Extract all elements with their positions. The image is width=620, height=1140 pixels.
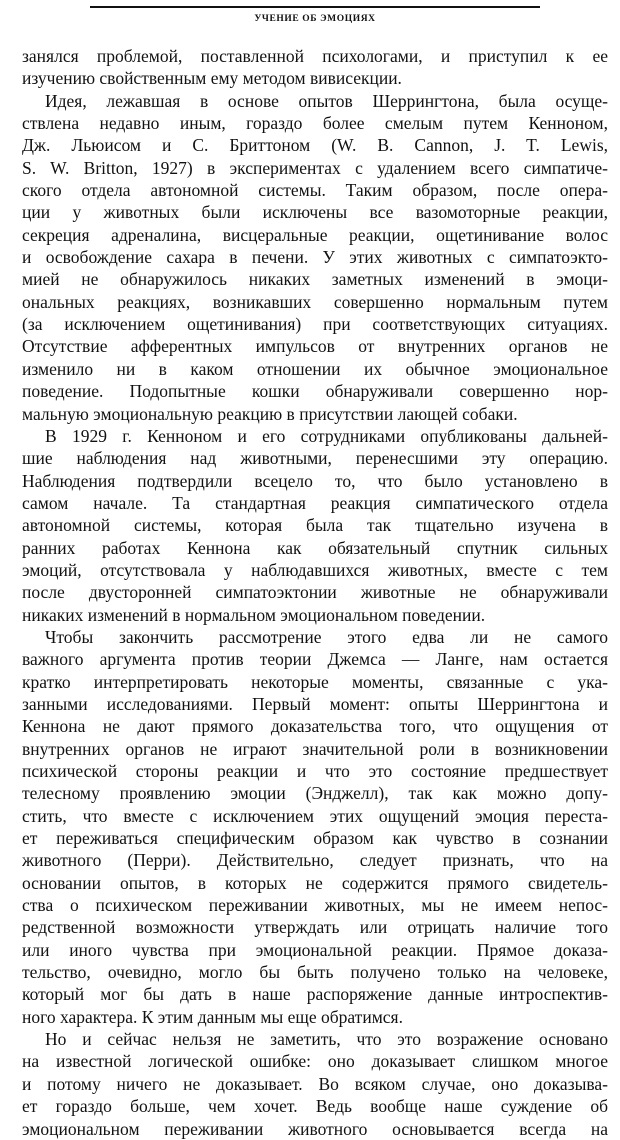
text-line: и освобождение сахара в печени. У этих животных с симпатоэкто- <box>22 247 608 268</box>
text-line: Наблюдения подтвердили всецело то, что было установлено в <box>22 470 608 491</box>
text-line: ональных реакциях, возникавших совершенно нормальным путем <box>22 291 608 312</box>
text-line: ранних работах Кеннона как обязательный спутник сильных <box>22 537 608 558</box>
text-line: на известной логической ошибке: оно доказывает слишком многое <box>22 1051 608 1072</box>
text-line: ции у животных были исключены все вазомоторные реакции, <box>22 202 608 223</box>
text-line: секреция адреналина, висцеральные реакции, ощетинивание волос <box>22 224 608 245</box>
text-line: занялся проблемой, поставленной психологами, и приступил к ее <box>22 46 608 66</box>
text-line: изменило ни в каком отношении их обычное эмоциональное <box>22 358 608 379</box>
header-rule <box>90 6 540 8</box>
text-line: Кеннона не дают прямого доказательства того, что ощущения от <box>22 716 608 737</box>
text-line: после двусторонней симпатоэктонии животные не обнаруживали <box>22 582 608 603</box>
text-line: ского отдела автономной системы. Таким образом, после опера- <box>22 180 608 201</box>
book-page <box>22 0 608 1139</box>
text-line: животного (Перри). Действительно, следует признать, что на <box>22 850 608 871</box>
text-line: стить, что вместе с исключением этих ощущений эмоция переста- <box>22 805 608 826</box>
text-line: эмоций, отсутствовала у наблюдавшихся животных, вместе с тем <box>22 559 608 580</box>
text-line: Идея, лежавшая в основе опытов Шеррингтона, была осуще- <box>45 90 608 111</box>
text-line: ства о психическом переживании животных, мы не имеем непос- <box>22 895 608 916</box>
text-line: Чтобы закончить рассмотрение этого едва ли не самого <box>45 626 608 647</box>
text-line: Но и сейчас нельзя не заметить, что это возражение основано <box>45 1029 608 1050</box>
text-line: основании опытов, в которых не содержится прямого свидетель- <box>22 872 608 893</box>
text-line: никаких изменений в нормальном эмоциональном поведении. <box>22 604 486 625</box>
text-line: ного характера. К этим данным мы еще обратимся. <box>22 1006 403 1027</box>
text-line: важного аргумента против теории Джемса — Ланге, нам остается <box>22 649 608 670</box>
text-line: кратко интерпретировать некоторые моменты, связанные с ука- <box>22 671 608 692</box>
text-line: который мог бы дать в наше распоряжение данные интроспектив- <box>22 984 608 1005</box>
text-line: внутренних органов не играют значительной роли в возникновении <box>22 738 608 759</box>
text-line: телесному проявлению эмоции (Энджелл), так как можно допу- <box>22 783 608 804</box>
text-line: самом начале. Та стандартная реакция симпатического отдела <box>22 492 608 513</box>
text-line: Отсутствие афферентных импульсов от внутренних органов не <box>22 336 608 357</box>
text-line: тельство, очевидно, могло бы быть получено только на человеке, <box>22 962 608 983</box>
running-head: УЧЕНИЕ ОБ ЭМОЦИЯХ <box>254 14 376 24</box>
text-line: эмоциональном переживании животного основывается всегда на <box>22 1118 608 1139</box>
text-line: поведение. Подопытные кошки обнаруживали совершенно нор- <box>22 381 608 402</box>
text-line: изучению свойственным ему методом вивисекции. <box>22 68 402 89</box>
text-line: Дж. Льюисом и С. Бриттоном (W. B. Cannon, J. T. Lewis, <box>22 135 608 156</box>
text-line: ствлена недавно иным, гораздо более смелым путем Кенноном, <box>22 113 608 134</box>
text-line: занными исследованиями. Первый момент: опыты Шеррингтона и <box>22 693 608 714</box>
text-line: ет переживаться специфическим образом как чувство в сознании <box>22 828 608 849</box>
text-line: (за исключением ощетинивания) при соответствующих ситуациях. <box>22 314 608 335</box>
text-line: В 1929 г. Кенноном и его сотрудниками опубликованы дальней- <box>45 425 608 446</box>
text-line: редственной возможности утверждать или отрицать наличие того <box>22 917 608 938</box>
text-line: ет гораздо больше, чем хочет. Ведь вообще наше суждение об <box>22 1096 608 1117</box>
text-line: или иного чувства при эмоциональной реакции. Прямое доказа- <box>22 939 608 960</box>
text-line: шие наблюдения над животными, перенесшими эту операцию. <box>22 448 608 469</box>
text-line: психической стороны реакции и что это состояние предшествует <box>22 761 608 781</box>
text-line: мальную эмоциональную реакцию в присутствии лающей собаки. <box>22 403 518 424</box>
text-line: автономной системы, которая была так тщательно изучена в <box>22 515 608 536</box>
text-line: и потому ничего не доказывает. Во всяком случае, оно доказыва- <box>22 1073 608 1094</box>
text-line: мией не обнаружилось никаких заметных изменений в эмоци- <box>22 269 608 290</box>
text-line: S. W. Britton, 1927) в экспериментах с удалением всего симпатиче- <box>22 157 608 178</box>
